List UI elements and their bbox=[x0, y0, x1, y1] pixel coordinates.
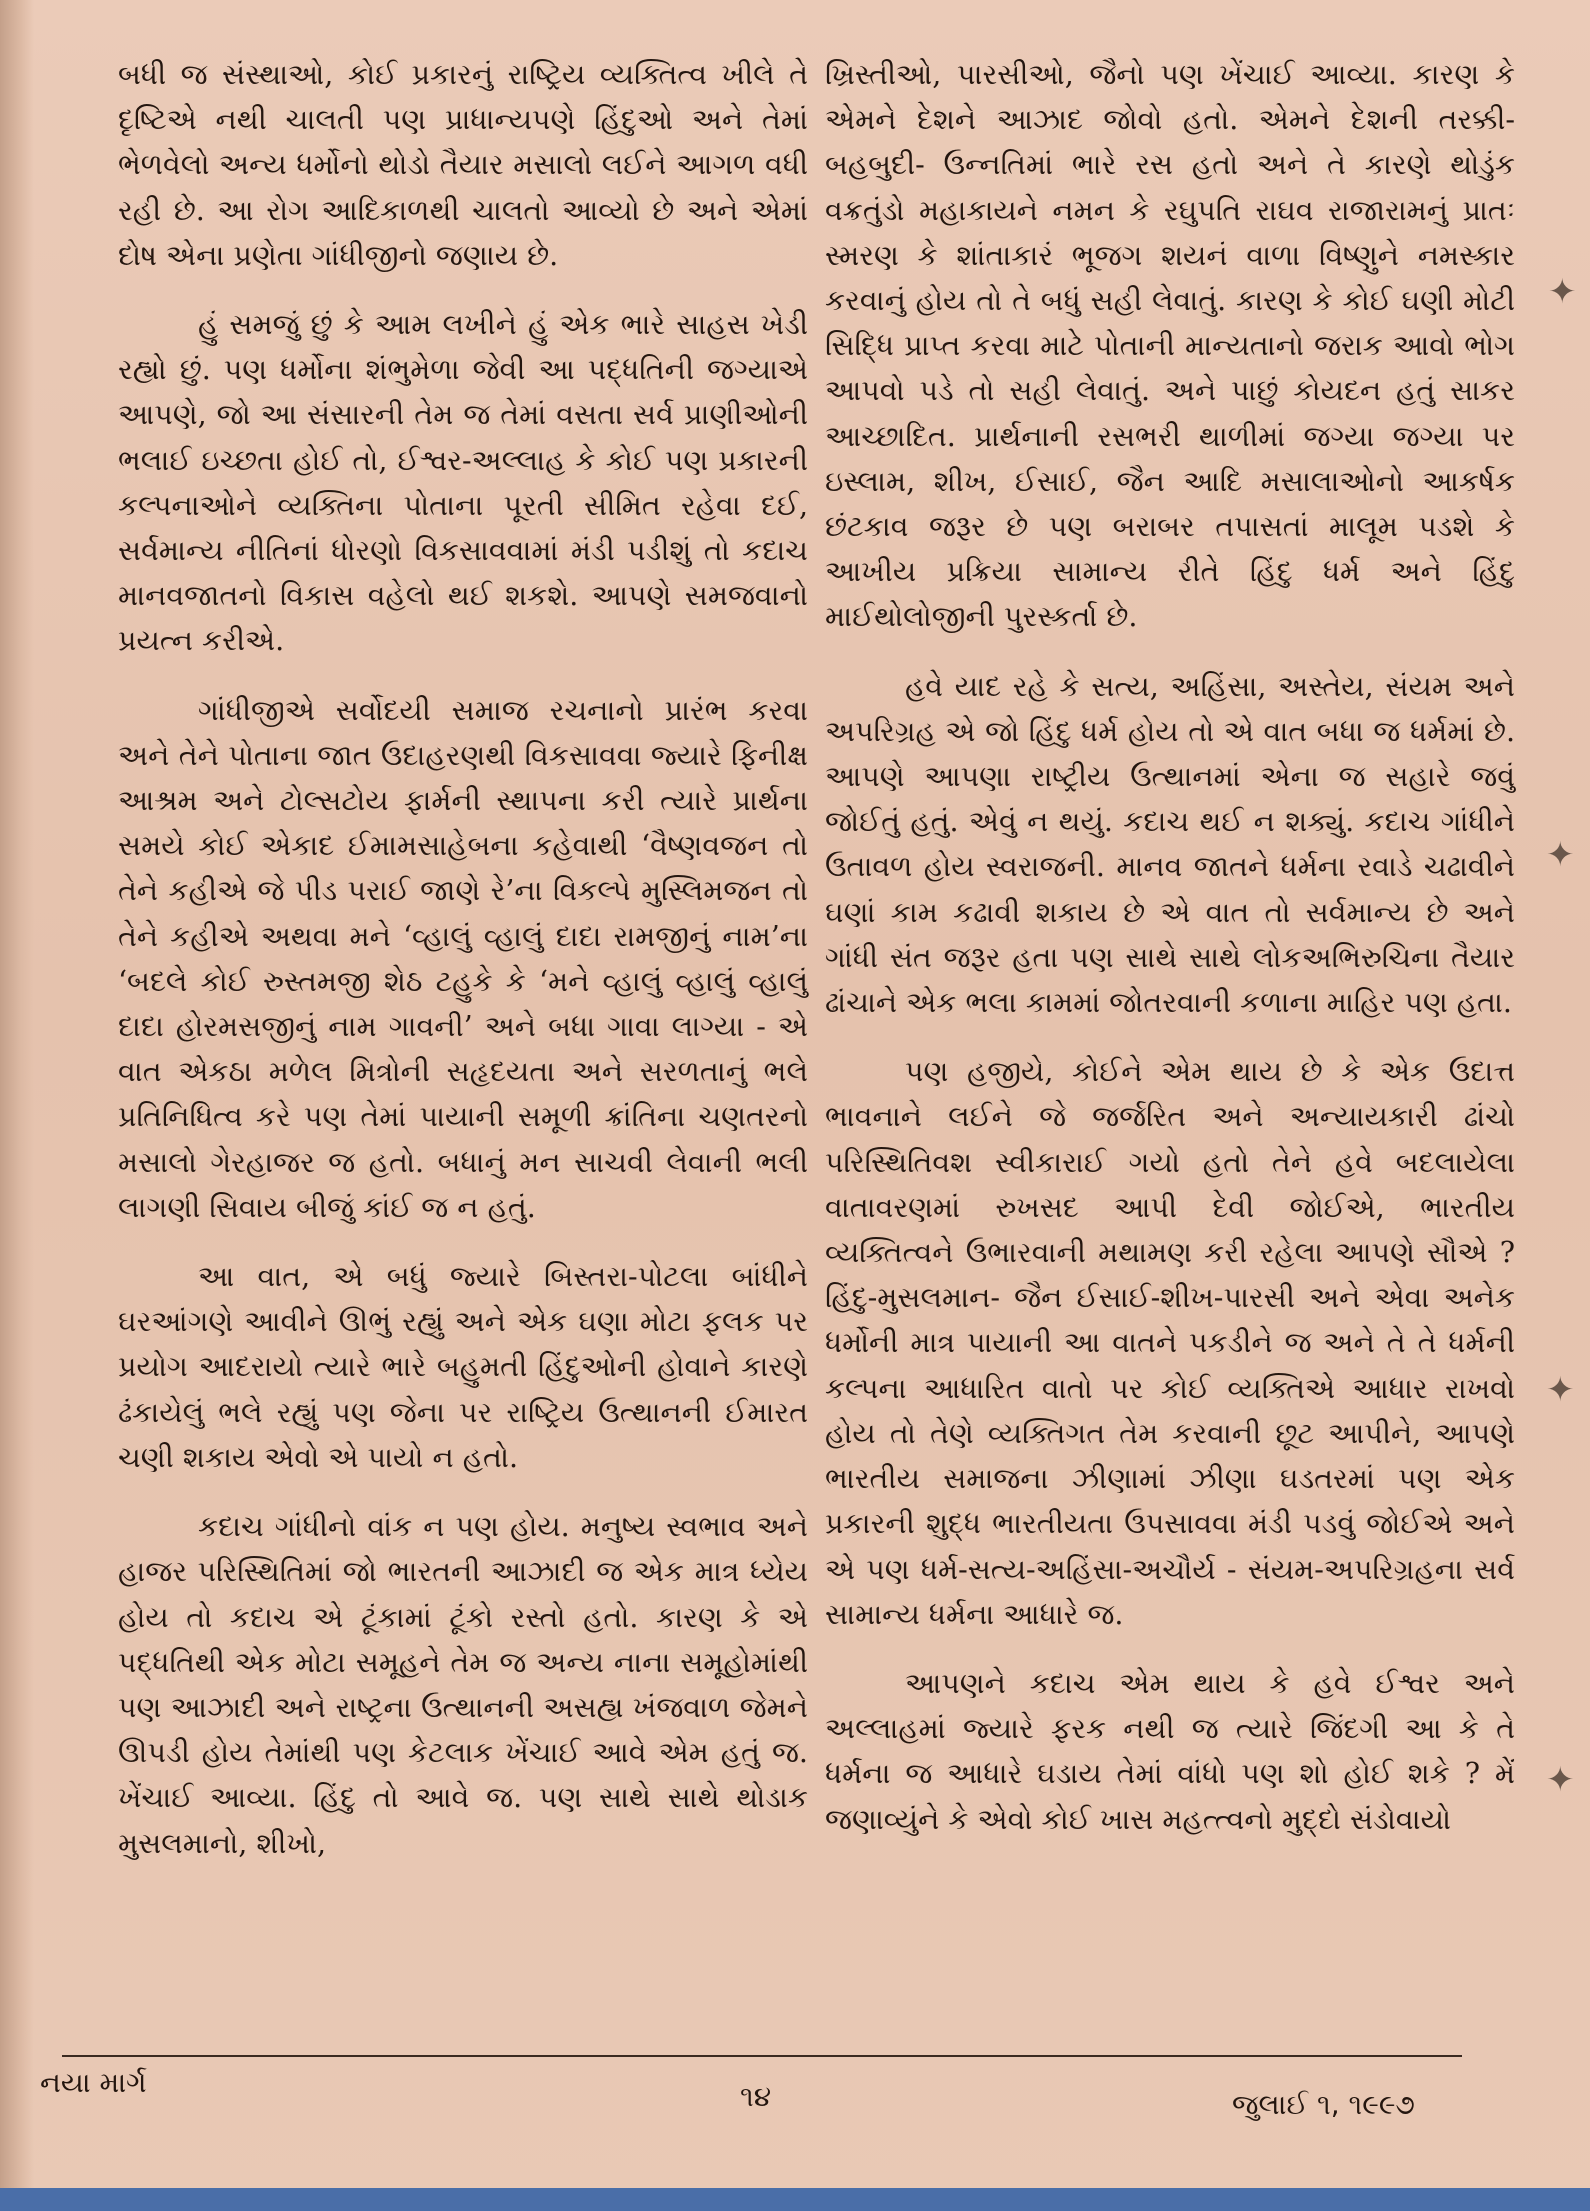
paragraph: આ વાત, એ બધું જ્યારે બિસ્તરા-પોટલા બાંધીને ઘરઆંગણે આવીને ઊભું રહ્યું અને એક ઘણા મોટા ફલક પર પ્રયોગ આદરાયો ત્યારે ભારે બહુમતી હિંદુઓની હોવાને કારણે ઢંકાયેલું ભલે રહ્યું પણ જેના પર રાષ્ટ્રિય ઉત્થાનની ઈમારત ચણી શકાય એવો એ પાયો ન હતો. bbox=[118, 1260, 808, 1474]
staple-mark-icon: ✦ bbox=[1546, 1370, 1575, 1410]
paragraph: કદાચ ગાંધીનો વાંક ન પણ હોય. મનુષ્ય સ્વભાવ અને હાજર પરિસ્થિતિમાં જો ભારતની આઝાદી જ એક માત્ર ધ્યેય હોય તો કદાચ એ ટૂંકામાં ટૂંકો રસ્તો હતો. કારણ કે એ પદ્ધતિથી એક મોટા સમૂહને તેમ જ અન્ય નાના સમૂહોમાંથી પણ આઝાદી અને રાષ્ટ્રના ઉત્થાનની અસહ્ય ખંજવાળ જેમને ઊપડી હોય તેમાંથી પણ કેટલાક ખેંચાઈ આવે એમ હતું જ. ખેંચાઈ આવ્યા. હિંદુ તો આવે જ. પણ સાથે સાથે થોડાક મુસલમાનો, શીખો, bbox=[118, 1510, 808, 1860]
paragraph: આપણને કદાચ એમ થાય કે હવે ઈશ્વર અને અલ્લાહમાં જ્યારે ફરક નથી જ ત્યારે જિંદગી આ કે તે ધર્મના જ આધારે ઘડાય તેમાં વાંધો પણ શો હોઈ શકે ? મેં જણાવ્યુંને કે એવો કોઈ ખાસ મહત્ત્વનો મુદ્દો સંડોવાયો bbox=[825, 1666, 1515, 1836]
footer-divider bbox=[62, 2055, 1462, 2057]
paragraph: બધી જ સંસ્થાઓ, કોઈ પ્રકારનું રાષ્ટ્રિય વ્યક્તિત્વ ખીલે તે દૃષ્ટિએ નથી ચાલતી પણ પ્રાધાન્યપણે હિંદુઓ અને તેમાં ભેળવેલો અન્ય ધર્મોનો થોડો તૈયાર મસાલો લઈને આગળ વધી રહી છે. આ રોગ આદિકાળથી ચાલતો આવ્યો છે અને એમાં દોષ એના પ્રણેતા ગાંધીજીનો જણાય છે. bbox=[118, 58, 808, 272]
publication-name: નયા માર્ગ bbox=[40, 2066, 147, 2099]
staple-mark-icon: ✦ bbox=[1546, 1760, 1575, 1800]
right-column bbox=[825, 52, 1515, 1866]
paragraph: હું સમજું છું કે આમ લખીને હું એક ભારે સાહસ ખેડી રહ્યો છું. પણ ધર્મોના શંભુમેળા જેવી આ પદ્ધતિની જગ્યાએ આપણે, જો આ સંસારની તેમ જ તેમાં વસતા સર્વ પ્રાણીઓની ભલાઈ ઇચ્છતા હોઈ તો, ઈશ્વર-અલ્લાહ કે કોઈ પણ પ્રકારની કલ્પનાઓને વ્યક્તિના પોતાના પૂરતી સીમિત રહેવા દઈ, સર્વમાન્ય નીતિનાં ધોરણો વિકસાવવામાં મંડી પડીશું તો કદાચ માનવજાતનો વિકાસ વહેલો થઈ શકશે. આપણે સમજવાનો પ્રયત્ન કરીએ. bbox=[118, 308, 808, 658]
left-column bbox=[118, 52, 808, 1890]
paragraph: ખ્રિસ્તીઓ, પારસીઓ, જૈનો પણ ખેંચાઈ આવ્યા. કારણ કે એમને દેશને આઝાદ જોવો હતો. એમને દેશની તરક્કી-બહબુદી- ઉન્નતિમાં ભારે રસ હતો અને તે કારણે થોડુંક વક્રતુંડો મહાકાયને નમન કે રઘુપતિ રાઘવ રાજારામનું પ્રાતઃ સ્મરણ કે શાંતાકારં ભૂજગ શયનં વાળા વિષ્ણુને નમસ્કાર કરવાનું હોય તો તે બધું સહી લેવાતું. કારણ કે કોઈ ઘણી મોટી સિદ્ધિ પ્રાપ્ત કરવા માટે પોતાની માન્યતાનો જરાક આવો ભોગ આપવો પડે તો સહી લેવાતું. અને પાછું કોયદન હતું સાકર આચ્છાદિત. પ્રાર્થનાની રસભરી થાળીમાં જગ્યા જગ્યા પર ઇસ્લામ, શીખ, ઈસાઈ, જૈન આદિ મસાલાઓનો આકર્ષક છંટકાવ જરૂર છે પણ બરાબર તપાસતાં માલૂમ પડશે કે આખીય પ્રક્રિયા સામાન્ય રીતે હિંદુ ધર્મ અને હિંદુ માઈથોલોજીની પુરસ્કર્તા છે. bbox=[825, 58, 1515, 634]
paragraph: ગાંધીજીએ સર્વોદયી સમાજ રચનાનો પ્રારંભ કરવા અને તેને પોતાના જાત ઉદાહરણથી વિકસાવવા જ્યારે ફિનીક્ષ આશ્રમ અને ટોલ્સટોય ફાર્મની સ્થાપના કરી ત્યારે પ્રાર્થના સમયે કોઈ એકાદ ઈમામસાહેબના કહેવાથી ‘વૈષ્ણવજન તો તેને કહીએ જે પીડ પરાઈ જાણે રે’ના વિકલ્પે મુસ્લિમજન તો તેને કહીએ અથવા મને ‘વ્હાલું વ્હાલું દાદા રામજીનું નામ’ના ‘બદલે કોઈ રુસ્તમજી શેઠ ટહુકે કે ‘મને વ્હાલું વ્હાલું વ્હાલું દાદા હોરમસજીનું નામ ગાવની’ અને બધા ગાવા લાગ્યા - એ વાત એકઠા મળેલ મિત્રોની સહૃદયતા અને સરળતાનું ભલે પ્રતિનિધિત્વ કરે પણ તેમાં પાયાની સમૂળી ક્રાંતિના ચણતરનો મસાલો ગેરહાજર જ હતો. બધાનું મન સાચવી લેવાની ભલી લાગણી સિવાય બીજું કાંઈ જ ન હતું. bbox=[118, 693, 808, 1224]
paragraph: પણ હજીયે, કોઈને એમ થાય છે કે એક ઉદાત્ત ભાવનાને લઈને જે જર્જરિત અને અન્યાયકારી ઢાંચો પરિસ્થિતિવશ સ્વીકારાઈ ગયો હતો તેને હવે બદલાયેલા વાતાવરણમાં રુખસદ આપી દેવી જોઈએ, ભારતીય વ્યક્તિત્વને ઉભારવાની મથામણ કરી રહેલા આપણે સૌએ ? હિંદુ-મુસલમાન- જૈન ઈસાઈ-શીખ-પારસી અને એવા અનેક ધર્મોની માત્ર પાયાની આ વાતને પકડીને જ અને તે તે ધર્મની કલ્પના આધારિત વાતો પર કોઈ વ્યક્તિએ આધાર રાખવો હોય તો તેણે વ્યક્તિગત તેમ કરવાની છૂટ આપીને, આપણે ભારતીય સમાજના ઝીણામાં ઝીણા ઘડતરમાં પણ એક પ્રકારની શુદ્ધ ભારતીયતા ઉપસાવવા મંડી પડવું જોઈએ અને એ પણ ધર્મ-સત્ય-અહિંસા-અચૌર્ય - સંયમ-અપરિગ્રહના સર્વ સામાન્ય ધર્મના આધારે જ. bbox=[825, 1055, 1515, 1631]
issue-date: જુલાઈ ૧, ૧૯૯૭ bbox=[1232, 2088, 1415, 2121]
page-bottom-edge bbox=[0, 2188, 1590, 2211]
staple-mark-icon: ✦ bbox=[1548, 272, 1577, 312]
paragraph: હવે યાદ રહે કે સત્ય, અહિંસા, અસ્તેય, સંયમ અને અપરિગ્રહ એ જો હિંદુ ધર્મ હોય તો એ વાત બધા જ ધર્મમાં છે. આપણે આપણા રાષ્ટ્રીય ઉત્થાનમાં એના જ સહારે જવું જોઈતું હતું. એવું ન થયું. કદાચ થઈ ન શક્યું. કદાચ ગાંધીને ઉતાવળ હોય સ્વરાજની. માનવ જાતને ધર્મના રવાડે ચઢાવીને ઘણાં કામ કઢાવી શકાય છે એ વાત તો સર્વમાન્ય છે અને ગાંધી સંત જરૂર હતા પણ સાથે સાથે લોકઅભિરુચિના તૈયાર ઢાંચાને એક ભલા કામમાં જોતરવાની કળાના માહિર પણ હતા. bbox=[825, 669, 1515, 1020]
page-number: ૧૪ bbox=[740, 2080, 772, 2113]
staple-mark-icon: ✦ bbox=[1546, 835, 1575, 875]
binding-shadow bbox=[0, 0, 34, 2211]
